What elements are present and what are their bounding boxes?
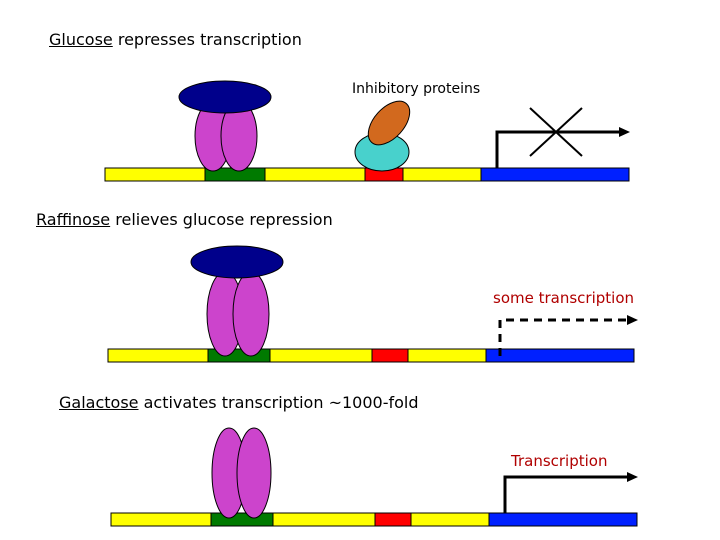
raffinose-title [36,210,333,229]
transcription-start-arrow [497,132,622,168]
arrowhead [627,315,638,325]
arrowhead [619,127,630,137]
title-text: represses transcription [112,30,302,49]
some-transcription-label: some transcription [493,289,634,307]
activator-dimer-right [233,272,269,356]
dna-yellow-segment [411,513,489,526]
uas-site [211,513,273,526]
galactose-title [59,393,418,412]
gene-coding-region [481,168,629,181]
dna-yellow-segment [108,349,208,362]
dna-yellow-segment [403,168,481,181]
coactivator-complex [179,81,271,113]
panel-galactose [111,428,638,526]
repressor-site [375,513,411,526]
arrowhead [627,472,638,482]
dna-yellow-segment [408,349,486,362]
sugar-name: Glucose [49,30,113,49]
gene-coding-region [486,349,634,362]
transcription-label: Transcription [511,452,608,470]
glucose-title [49,30,302,49]
activator-dimer-right [237,428,271,518]
dna-yellow-segment [270,349,372,362]
coactivator-complex [191,246,283,278]
sugar-name: Galactose [59,393,139,412]
sugar-name: Raffinose [36,210,111,229]
title-text: activates transcription ~1000-fold [138,393,419,412]
dna-yellow-segment [105,168,205,181]
gene-coding-region [489,513,637,526]
dna-yellow-segment [273,513,375,526]
title-text: relieves glucose repression [110,210,333,229]
dna-yellow-segment [111,513,211,526]
repressor-site [372,349,408,362]
inhibitory-proteins-label: Inhibitory proteins [352,81,481,97]
transcription-start-arrow [505,477,630,513]
dna-yellow-segment [265,168,365,181]
